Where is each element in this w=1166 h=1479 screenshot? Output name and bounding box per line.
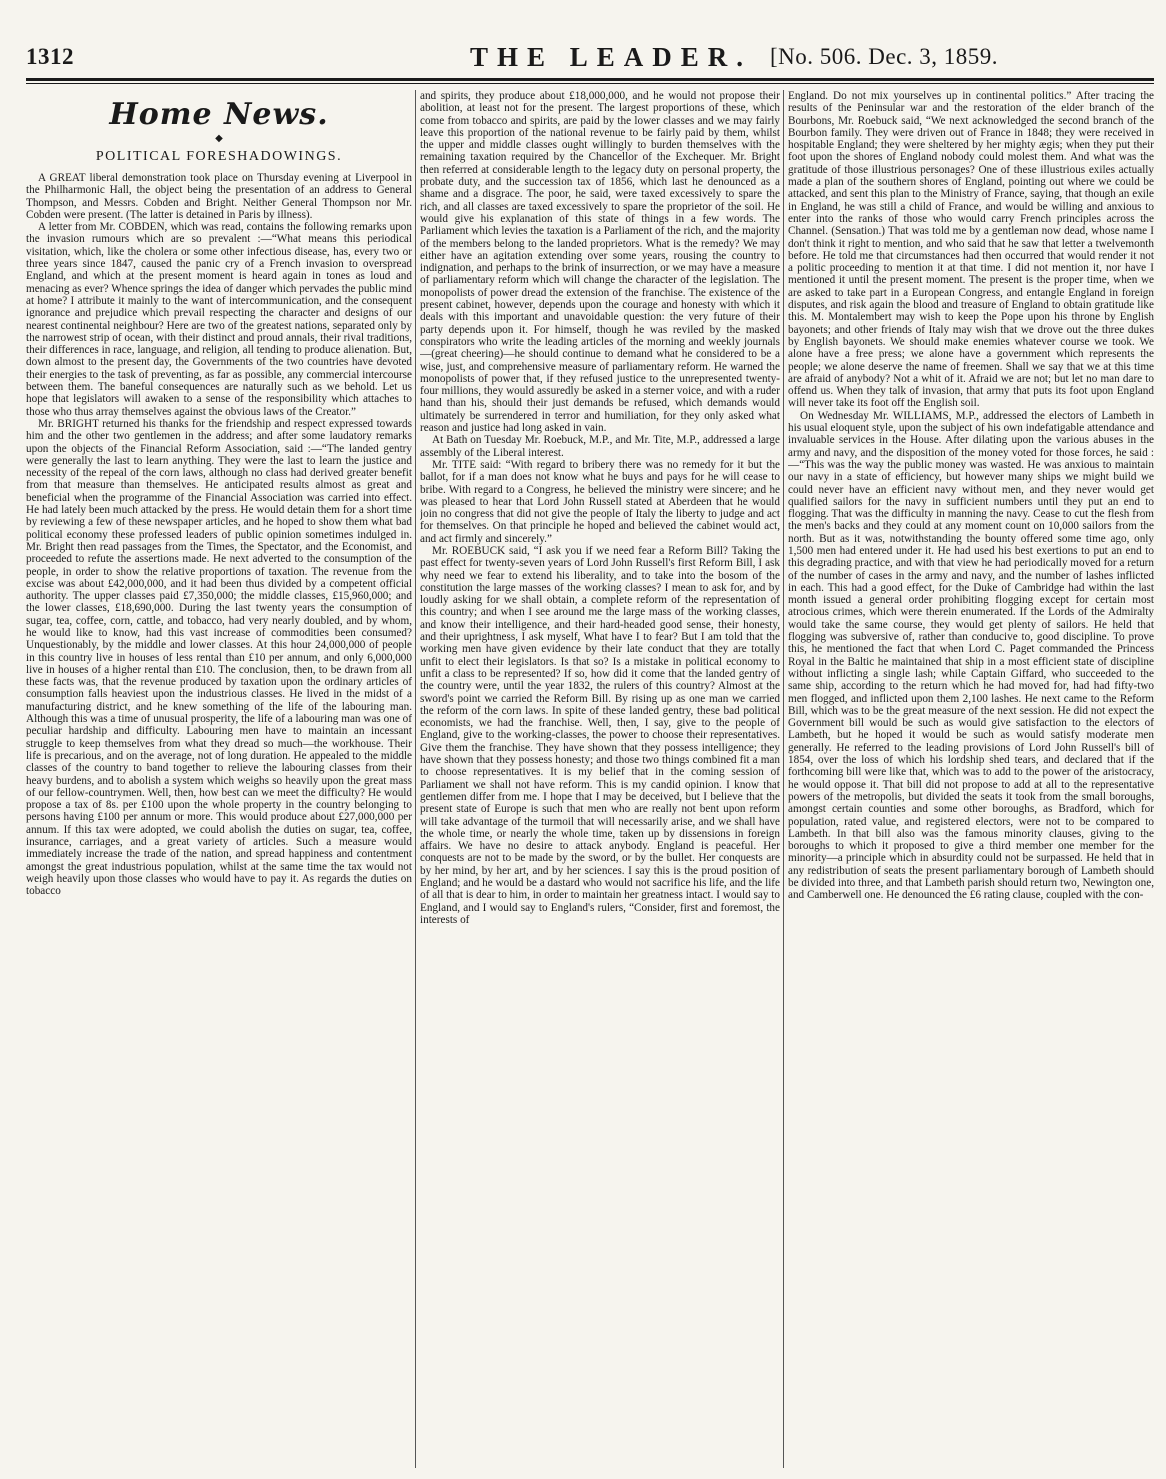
article-paragraph: Mr. BRIGHT returned his thanks for the friendship and respect expressed towards him and the other two gentlemen in the address; and after some laudatory remarks upon the objects of the Financial Reform Association, said :—“The landed gentry were generally the last to learn anything. They were the last to learn the justice and necessity of the repeal of the corn laws, although no class had derived greater benefit from that measure than themselves. He anticipated results almost as great and beneficial when the programme of the Financial Association was carried into effect. He had lately been much attacked by the press. He would detain them for a short time by reviewing a few of these newspaper articles, and he hoped to show them what bad political economy these professed leaders of public opinion sometimes indulged in. Mr. Bright then read passages from the Times, the Spectator, and the Economist, and proceeded to refute the assertions made. He next adverted to the consumption of the people, in order to show the relative proportions of taxation. The revenue from the excise was about £42,000,000, and it had been thus divided by a competent official authority. The upper classes paid £7,350,000; the middle classes, £15,960,000; and the lower classes, £18,690,000. During the last twenty years the consumption of sugar, tea, coffee, corn, cattle, and tobacco, had very nearly doubled, and by whom, he would like to know, had this vast increase of commodities been consumed? Unquestionably, by the middle and lower classes. At this hour 24,000,000 of people in this country live in houses of less rental than £10 per annum, and only 6,000,000 live in houses of a higher rental than £10. The conclusion, then, to be drawn from all these facts was, that the revenue produced by taxation upon the ordinary articles of consumption falls heaviest upon the industrious classes. He lived in the midst of a manufacturing district, and he knew something of the life of the labouring man. Although this was a time of unusual prosperity, the life of a labouring man was one of peculiar hardship and difficulty. Labouring men have to maintain an incessant struggle to keep themselves from what they dread so much—the workhouse. Their life is precarious, and on the average, not of long duration. He appealed to the middle classes of the country to band together to relieve the labouring classes from their heavy burdens, and to abolish a system which weighs so heavily upon the great mass of our fellow-countrymen. Well, then, how best can we meet the difficulty? He would propose a tax of 8s. per £100 upon the whole property in the country belonging to persons having £100 per annum or more. This would produce about £27,000,000 per annum. If this tax were adopted, we could abolish the duties on sugar, tea, coffee, insurance, carriages, and a great variety of articles. Such a measure would immediately increase the trade of the nation, and spread happiness and contentment amongst the great industrious population, whilst at the same time the tax would not weigh heavily upon those classes who would have to pay it. As regards the duties on tobacco bbox=[26, 417, 412, 898]
article-paragraph: A GREAT liberal demonstration took place on Thursday evening at Liverpool in the Philharmonic Hall, the object being the presentation of an address to General Thompson, and Messrs. Cobden and Bright. Neither General Thompson nor Mr. Cobden were present. (The latter is detained in Paris by illness). bbox=[26, 172, 412, 221]
header-rule-thick bbox=[26, 78, 1154, 81]
header-rule-thin bbox=[26, 83, 1154, 84]
column-divider bbox=[783, 90, 784, 1468]
issue-date: [No. 506. Dec. 3, 1859. bbox=[770, 44, 999, 69]
section-title: Home News. bbox=[109, 97, 329, 132]
article-paragraph: At Bath on Tuesday Mr. Roebuck, M.P., and Mr. Tite, M.P., addressed a large assembly of the Liberal interest. bbox=[420, 434, 780, 459]
article-paragraph: and spirits, they produce about £18,000,000, and he would not propose their abolition, at least not for the present. The largest proportions of these, which come from tobacco and spirits, are paid by the lower classes and we may fairly leave this proportion of the national revenue to be fairly paid by them, whilst the upper and middle classes ought willingly to burden themselves with the remaining taxation required by the Chancellor of the Exchequer. Mr. Bright then referred at considerable length to the legacy duty on personal property, the probate duty, and the succession tax of 1856, which last he denounced as a shame and a disgrace. The poor, he said, were taxed excessively to spare the rich, and all classes are taxed excessively to spare the proprietor of the soil. He would give his explanation of this state of things in a few words. The Parliament which levies the taxation is a Parliament of the rich, and the majority of the members belong to the landed proprietors. What is the remedy? We may either have an agitation extending over some years, rousing the country to indignation, and perhaps to the brink of insurrection, or we may have a measure of parliamentary reform which will change the character of the legislation. The monopolists of power dread the extension of the franchise. The existence of the present cabinet, however, depends upon the courage and honesty with which it deals with this important and unavoidable question: the very future of their party depends upon it. For himself, though he was reviled by the masked conspirators who write the leading articles of the morning and weekly journals—(great cheering)—he should continue to demand what he considered to be a wise, just, and comprehensive measure of parliamentary reform. He warned the monopolists of power that, if they refused justice to the unrepresented twenty-four millions, they would assuredly be asked in a sterner voice, and with a ruder hand than his, should their just demands be refused, which demands would ultimately be surrendered in terror and humiliation, for they only asked what reason and justice had long asked in vain. bbox=[420, 90, 780, 435]
article-title: POLITICAL FORESHADOWINGS. bbox=[95, 149, 343, 164]
article-paragraph: Mr. ROEBUCK said, “I ask you if we need fear a Reform Bill? Taking the past effect for twenty-seven years of Lord John Russell's first Reform Bill, I ask why need we fear to extend his liberality, and to take into the bosom of the constitution the large masses of the working classes? I mean to ask for, and by loudly asking for we shall obtain, a complete reform of the representation of this country; and when I see around me the large mass of the working classes, and know their intelligence, and their hard-headed good sense, their honesty, and their uprightness, I ask myself, What have I to fear? But I am told that the working men have given evidence by their late conduct that they are totally unfit to elect their legislators. Is that so? Is a mistake in political economy to unfit a class to be represented? If so, how did it come that the landed gentry of the country were, until the year 1832, the rulers of this country? Almost at the sword's point we carried the Reform Bill. By rising up as one man we carried the reform of the corn laws. In spite of these landed gentry, these bad political economists, we had the franchise. Well, then, I say, give to the people of England, give to the working-classes, the power to choose their representatives. Give them the franchise. They have shown that they possess intelligence; they have shown that they possess honesty; and those two things combined fit a man to choose representatives. It is my belief that in the coming session of Parliament we shall not have reform. This is my candid opinion. I know that gentlemen differ from me. I hope that I may be deceived, but I believe that the present state of Europe is such that men who are really not bent upon reform will take advantage of the turmoil that will necessarily arise, and we shall have the whole time, or nearly the whole time, taken up by dissensions in foreign affairs. We have no desire to attack anybody. England is peaceful. Her conquests are not to be made by the sword, or by the bullet. Her conquests are by her mind, by her art, and by her sciences. I say this is the proud position of England; and he would be a dastard who would not sacrifice his life, and the life of all that is dear to him, in order to maintain her greatness intact. I would say to England, and I would say to England's rulers, “Consider, first and foremost, the interests of bbox=[420, 544, 780, 926]
column-1 bbox=[26, 90, 412, 1468]
page-header bbox=[0, 0, 1166, 82]
article-paragraph: On Wednesday Mr. WILLIAMS, M.P., addressed the electors of Lambeth in his usual eloquent style, upon the subject of his own indefatigable attendance and invaluable services in the House. After dilating upon the various abuses in the army and navy, and the disposition of the money voted for those forces, he said :—“This was the way the public money was wasted. He was anxious to maintain our navy in a state of efficiency, but however many ships we might build we could never have an efficient navy without men, and they never would get qualified sailors for the navy in sufficient numbers until they put an end to flogging. That was the difficulty in manning the navy. Cease to cut the flesh from the men's backs and they could at any moment count on 10,000 sailors from the north. But as it was, notwithstanding the bounty offered some time ago, only 1,500 men had entered under it. He had used his best exertions to put an end to this degrading practice, and with that view he had periodically moved for a return of the number of cases in the army and navy, and the number of lashes inflicted in each. This had a good effect, for the Duke of Cambridge had within the last month issued a general order prohibiting flogging except for certain most atrocious crimes, which were therein enumerated. If the Lords of the Admiralty would take the same course, they would get plenty of sailors. He held that flogging was subversive of, rather than conducive to, good discipline. To prove this, he mentioned the fact that when Lord C. Paget commanded the Princess Royal in the Baltic he maintained that ship in a most efficient state of discipline without inflicting a single lash; while Captain Giffard, who succeeded to the same ship, according to the return which he had moved for, had had fifty-two men flogged, and inflicted upon them 2,100 lashes. He next came to the Reform Bill, which was to be the great measure of the next session. He did not expect the Government bill would be such as would give satisfaction to the electors of Lambeth, but he hoped it would be such as would satisfy moderate men generally. He referred to the leading provisions of Lord John Russell's bill of 1854, over the loss of which his lordship shed tears, and declared that if the forthcoming bill were like that, which was to add to the power of the aristocracy, he would oppose it. That bill did not propose to add at all to the representative powers of the metropolis, but divided the seats it took from the small boroughs, amongst certain counties and some other boroughs, as Bradford, which for population, rated value, and registered electors, were not to be compared to Lambeth. In that bill also was the famous minority clauses, giving to the boroughs to which it proposed to give a third member one member for the minority—a principle which in absurdity could not be surpassed. He held that in any redistribution of seats the present parliamentary borough of Lambeth should be divided into three, and that Lambeth parish should return two, Newington one, and Camberwell one. He denounced the £6 rating clause, coupled with the con- bbox=[788, 409, 1154, 902]
article-paragraph: A letter from Mr. COBDEN, which was read, contains the following remarks upon the invasion rumours which are so prevalent :—“What means this periodical visitation, which, like the cholera or some other infectious disease, has, every two or three years since 1847, caused the panic cry of a French invasion to overspread England, and which at the present moment is heard again in tones as loud and menacing as ever? Whence springs the idea of danger which pervades the public mind at home? I attribute it mainly to the want of intercommunication, and the consequent ignorance and prejudice which prevail respecting the character and designs of our nearest continental neighbour? Here are two of the greatest nations, separated only by the narrowest strip of ocean, with their distinct and proud annals, their rival traditions, their differences in race, language, and religion, all tending to produce alienation. But, down almost to the present day, the Governments of the two countries have devoted their energies to the task of preventing, as far as possible, any commercial intercourse between them. The baneful consequences are naturally such as we behold. Let us hope that legislators will awaken to a sense of the responsibility which attaches to those who thus array themselves against the obvious laws of the Creator.” bbox=[26, 221, 412, 418]
page-number: 1312 bbox=[26, 44, 74, 69]
article-paragraph: Mr. TITE said: “With regard to bribery there was no remedy for it but the ballot, for if a man does not know what he buys and pays for he will cease to bribe. With regard to a Congress, he believed the ministry were sincere; and he was pleased to hear that Lord John Russell stated at Aberdeen that he would join no congress that did not give the people of Italy the liberty to judge and act for themselves. On that principle he hoped and believed the cabinet would act, and act firmly and sincerely.” bbox=[420, 458, 780, 545]
publication-title: THE LEADER. bbox=[470, 42, 753, 72]
ornament-divider: ◆ bbox=[215, 133, 223, 144]
column-3 bbox=[788, 90, 1154, 1468]
column-divider bbox=[415, 90, 416, 1468]
column-2 bbox=[420, 90, 780, 1468]
article-paragraph: England. Do not mix yourselves up in continental politics.” After tracing the results of the Peninsular war and the restoration of the elder branch of the Bourbons, Mr. Roebuck said, “We next acknowledged the second branch of the Bourbon family. They were driven out of France in 1848; they were received in hospitable England; they were sheltered by her mighty ægis; when they put their foot upon the shores of England nobody could molest them. And what was the gratitude of those illustrious personages? One of these illustrious exiles actually made a plan of the southern shores of England, pointing out where we could be attacked, and sent this plan to the Ministry of France, saying, that though an exile in England, he was still a child of France, and would be willing and anxious to enter into the ranks of those who would carry French principles across the Channel. (Sensation.) That was told me by a gentleman now dead, whose name I don't think it right to mention, and who said that he saw that letter a twelvemonth before. He told me that circumstances had then occurred that would render it not a politic proceeding to mention it at that time. I did not mention it, nor have I mentioned it until the present moment. The present is the proper time, when we are asked to take part in a European Congress, and entangle England in foreign disputes, and risk again the blood and treasure of England to obtain gratitude like this. M. Montalembert may wish to keep the Pope upon his throne by English bayonets; and other friends of Italy may wish that we drove out the three dukes by English bayonets. We should make enemies whatever course we took. We alone have a free press; we alone have a government which represents the people; we alone deserve the name of freemen. Shall we say that we at this time are afraid of anybody? Not a whit of it. Afraid we are not; but let no man dare to offend us. When they talk of invasion, that army that puts its foot upon England will never take its foot off the English soil. bbox=[788, 90, 1154, 410]
